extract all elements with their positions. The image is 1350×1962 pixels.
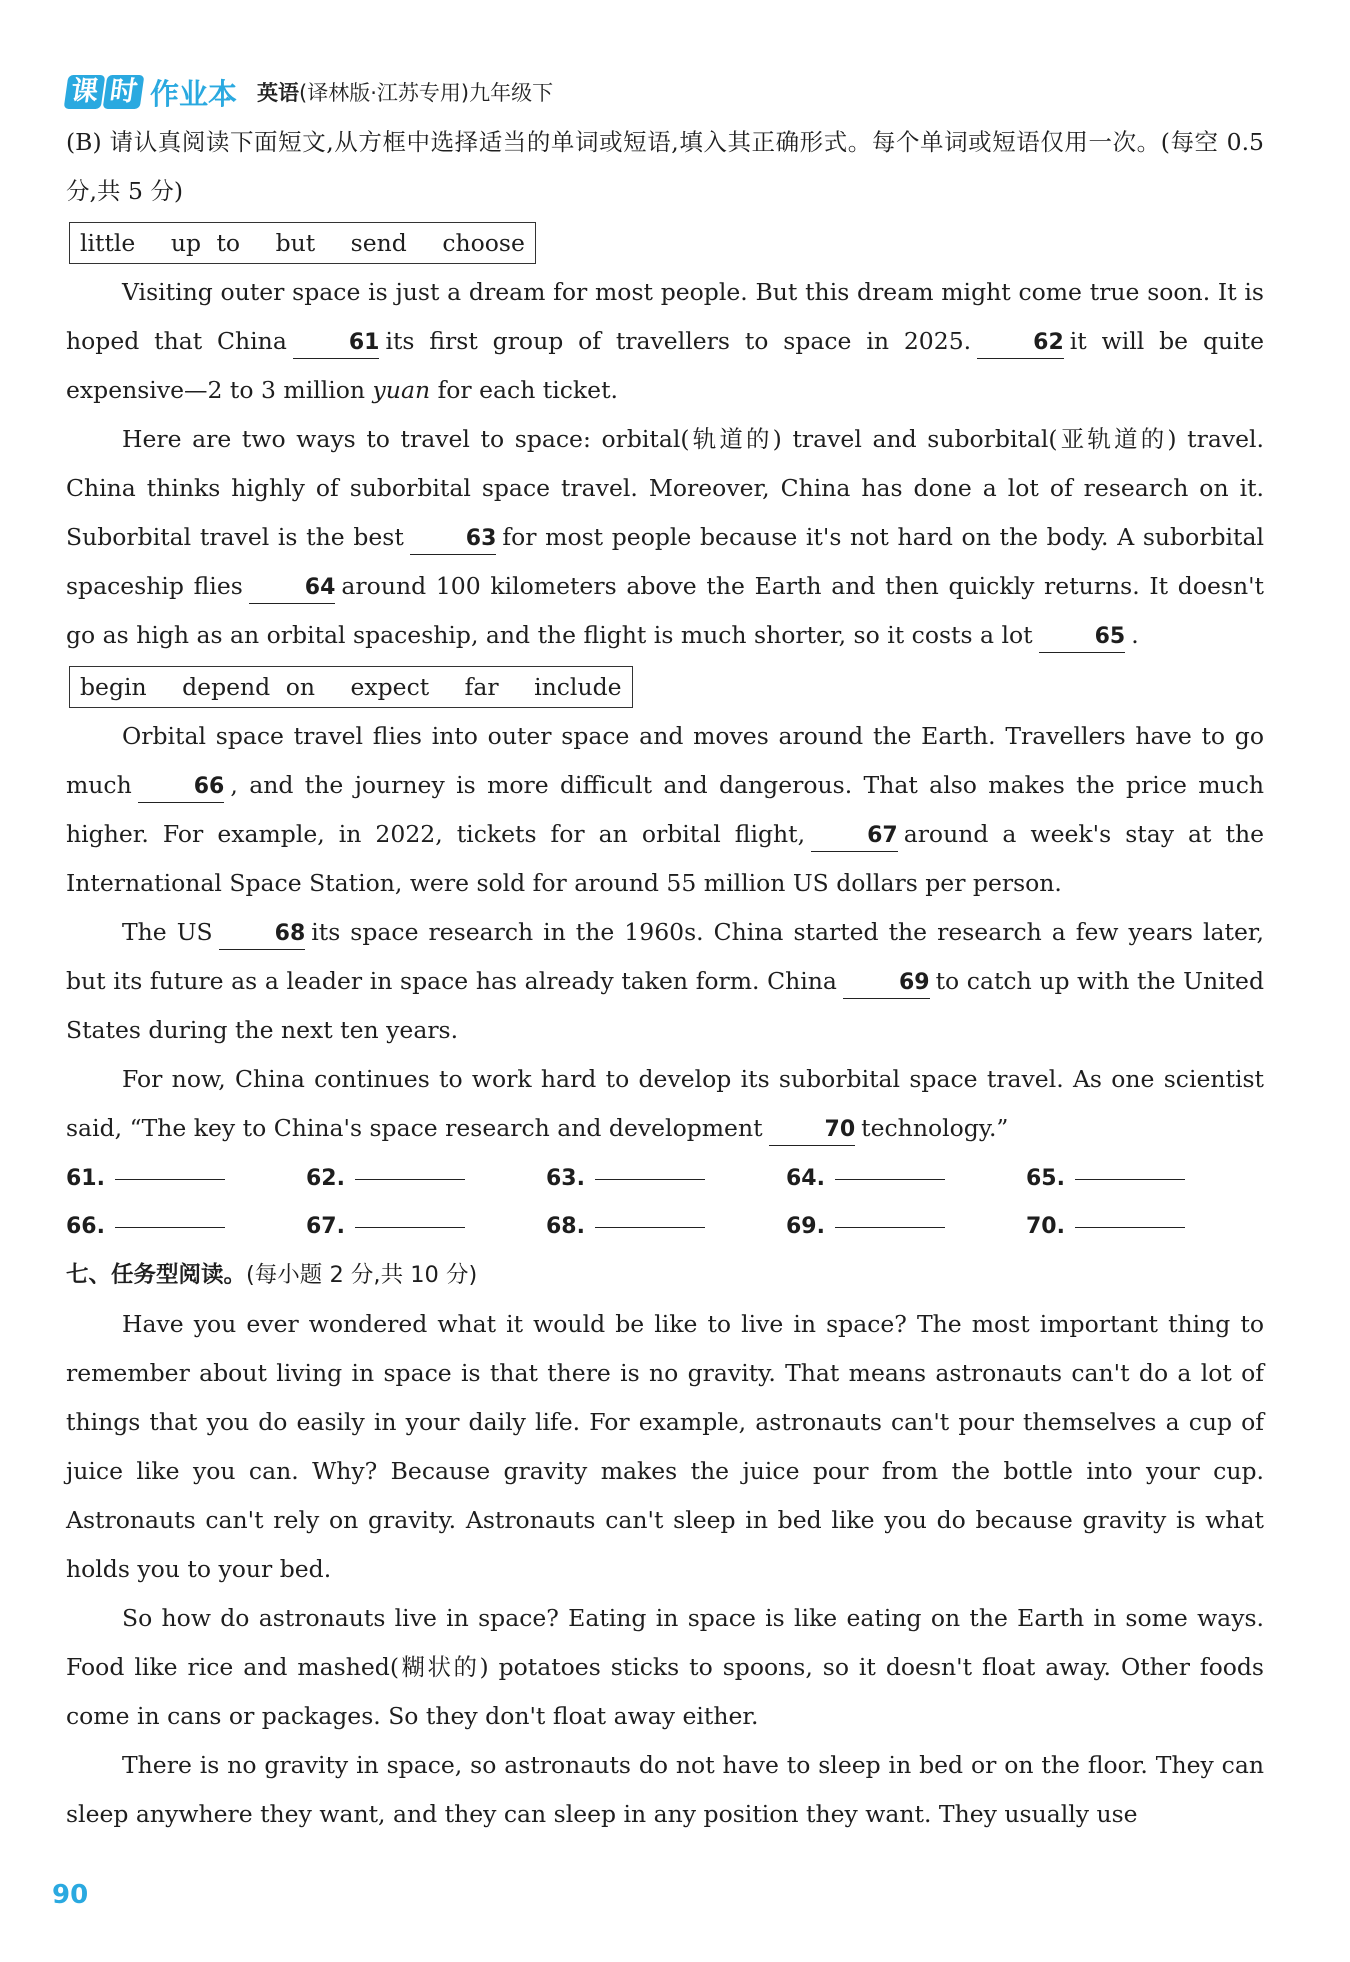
word-box-1 — [69, 222, 536, 264]
answer-line[interactable] — [115, 1179, 225, 1180]
word-option: choose — [442, 229, 525, 257]
page-content — [66, 118, 1264, 1839]
answer-number: 62. — [306, 1166, 345, 1191]
passage-paragraph-5 — [66, 1055, 1264, 1153]
passage-paragraph-3 — [66, 712, 1264, 908]
word-option: far — [464, 673, 499, 701]
logo-text: 作业本 — [150, 76, 238, 111]
page-header — [66, 74, 553, 110]
answer-number: 67. — [306, 1214, 345, 1239]
answer-line[interactable] — [835, 1227, 945, 1228]
answer-number: 61. — [66, 1166, 105, 1191]
paragraph-text: technology.” — [861, 1114, 1009, 1142]
section-7-heading — [66, 1251, 1264, 1300]
answer-lines — [66, 1155, 1264, 1251]
section-points: (每小题 2 分,共 10 分) — [246, 1262, 478, 1288]
paragraph-text: around 100 kilometers above the Earth and then quickly returns. It doesn't go as high as an orbital spaceship, and the flight is much shorter, so it costs a lot — [66, 572, 1264, 649]
paragraph-text: for most people because it's not hard on the body. A suborbital spaceship flies — [66, 523, 1264, 600]
paragraph-text: to catch up with the United States during the next ten years. — [66, 967, 1265, 1044]
answer-line[interactable] — [835, 1179, 945, 1180]
paragraph-text: . — [1131, 621, 1139, 649]
blank-68[interactable]: 68 — [219, 919, 306, 950]
passage-paragraph-1 — [66, 268, 1264, 415]
blank-65[interactable]: 65 — [1039, 622, 1126, 653]
paragraph-text: it will be quite expensive—2 to 3 million — [66, 327, 1265, 404]
word-option: but — [275, 229, 316, 257]
task-paragraph-1: Have you ever wondered what it would be like to live in space? The most important thing to remember about living in space is that there is no gravity. That means astronauts can't do a lot of things that you do easily in your daily life. For example, astronauts can't pour themselves a cup of juice like you can. Why? Because gravity makes the juice pour from the bottle into your cup. Astronauts can't rely on gravity. Astronauts can't sleep in bed like you do because gravity is what holds you to your bed. — [66, 1310, 1264, 1583]
answer-item — [786, 1155, 1026, 1203]
answer-line[interactable] — [1075, 1227, 1185, 1228]
task-paragraph-3: There is no gravity in space, so astronauts do not have to sleep in bed or on the floor. They can sleep anywhere they want, and they can sleep in any position they want. They usually use — [66, 1751, 1264, 1828]
section-b-instruction: (B) 请认真阅读下面短文,从方框中选择适当的单词或短语,填入其正确形式。每个单词或短语仅用一次。(每空 0.5 分,共 5 分) — [66, 128, 1264, 205]
word-option: depend on — [182, 673, 315, 701]
logo-char-1: 课 — [64, 75, 106, 109]
word-option: little — [80, 229, 136, 257]
word-option: expect — [350, 673, 430, 701]
paragraph-text: yuan — [372, 376, 431, 404]
blank-62[interactable]: 62 — [977, 328, 1064, 359]
word-option: include — [534, 673, 622, 701]
answer-item — [66, 1155, 306, 1203]
blank-69[interactable]: 69 — [843, 968, 930, 999]
paragraph-text: around a week's stay at the International Space Station, were sold for around 55 million US dollars per person. — [66, 820, 1264, 897]
brand-logo — [66, 72, 237, 113]
word-option: send — [350, 229, 407, 257]
answer-number: 64. — [786, 1166, 825, 1191]
answer-line[interactable] — [595, 1179, 705, 1180]
paragraph-text: its first group of travellers to space in 2025. — [385, 327, 972, 355]
answer-item — [1026, 1155, 1266, 1203]
answer-number: 69. — [786, 1214, 825, 1239]
word-option: up to — [170, 229, 241, 257]
blank-70[interactable]: 70 — [769, 1115, 856, 1146]
blank-66[interactable]: 66 — [138, 772, 225, 803]
answer-item — [1026, 1203, 1266, 1251]
answer-item — [546, 1155, 786, 1203]
answer-item — [306, 1203, 546, 1251]
paragraph-text: , and the journey is more difficult and dangerous. That also makes the price much higher. For example, in 2022, tickets for an orbital flight, — [66, 771, 1264, 848]
paragraph-text: For now, China continues to work hard to develop its suborbital space travel. As one scientist said, “The key to China's space research and development — [66, 1065, 1264, 1142]
answer-line[interactable] — [595, 1227, 705, 1228]
paragraph-text: its space research in the 1960s. China started the research a few years later, but its future as a leader in space has already taken form. China — [66, 918, 1265, 995]
answer-line[interactable] — [115, 1227, 225, 1228]
passage-paragraph-2 — [66, 415, 1264, 660]
word-box-2 — [69, 666, 633, 708]
blank-64[interactable]: 64 — [249, 573, 336, 604]
edition-label: (译林版·江苏专用)九年级下 — [299, 81, 554, 105]
answer-line[interactable] — [1075, 1179, 1185, 1180]
answer-line[interactable] — [355, 1179, 465, 1180]
answer-number: 66. — [66, 1214, 105, 1239]
answer-item — [786, 1203, 1026, 1251]
answer-item — [306, 1155, 546, 1203]
logo-char-2: 时 — [103, 75, 145, 109]
page-number: 90 — [52, 1880, 89, 1910]
book-subtitle — [257, 77, 553, 107]
paragraph-text: The US — [122, 918, 213, 946]
answer-number: 63. — [546, 1166, 585, 1191]
task-paragraph-2: So how do astronauts live in space? Eating in space is like eating on the Earth in some ways. Food like rice and mashed(糊状的) potatoes sticks to spoons, so it doesn't float away. Other foods come in cans or packages. So they don't float away either. — [66, 1604, 1264, 1730]
word-option: begin — [80, 673, 147, 701]
subject-label: 英语 — [257, 81, 300, 105]
answer-number: 70. — [1026, 1214, 1065, 1239]
section-title: 七、任务型阅读。 — [66, 1262, 247, 1288]
answer-item — [66, 1203, 306, 1251]
paragraph-text: for each ticket. — [437, 376, 618, 404]
answer-number: 68. — [546, 1214, 585, 1239]
paragraph-text: Orbital space travel flies into outer space and moves around the Earth. Travellers have to go much — [66, 722, 1264, 799]
paragraph-text: Visiting outer space is just a dream for most people. But this dream might come true soon. It is hoped that China — [66, 278, 1264, 355]
paragraph-text: Here are two ways to travel to space: orbital(轨道的) travel and suborbital(亚轨道的) travel. China thinks highly of suborbital space travel. Moreover, China has done a lot of research on it. Suborbital travel is the best — [66, 425, 1264, 551]
answer-number: 65. — [1026, 1166, 1065, 1191]
answer-item — [546, 1203, 786, 1251]
answer-line[interactable] — [355, 1227, 465, 1228]
blank-63[interactable]: 63 — [410, 524, 497, 555]
blank-67[interactable]: 67 — [811, 821, 898, 852]
blank-61[interactable]: 61 — [293, 328, 380, 359]
passage-paragraph-4 — [66, 908, 1264, 1055]
